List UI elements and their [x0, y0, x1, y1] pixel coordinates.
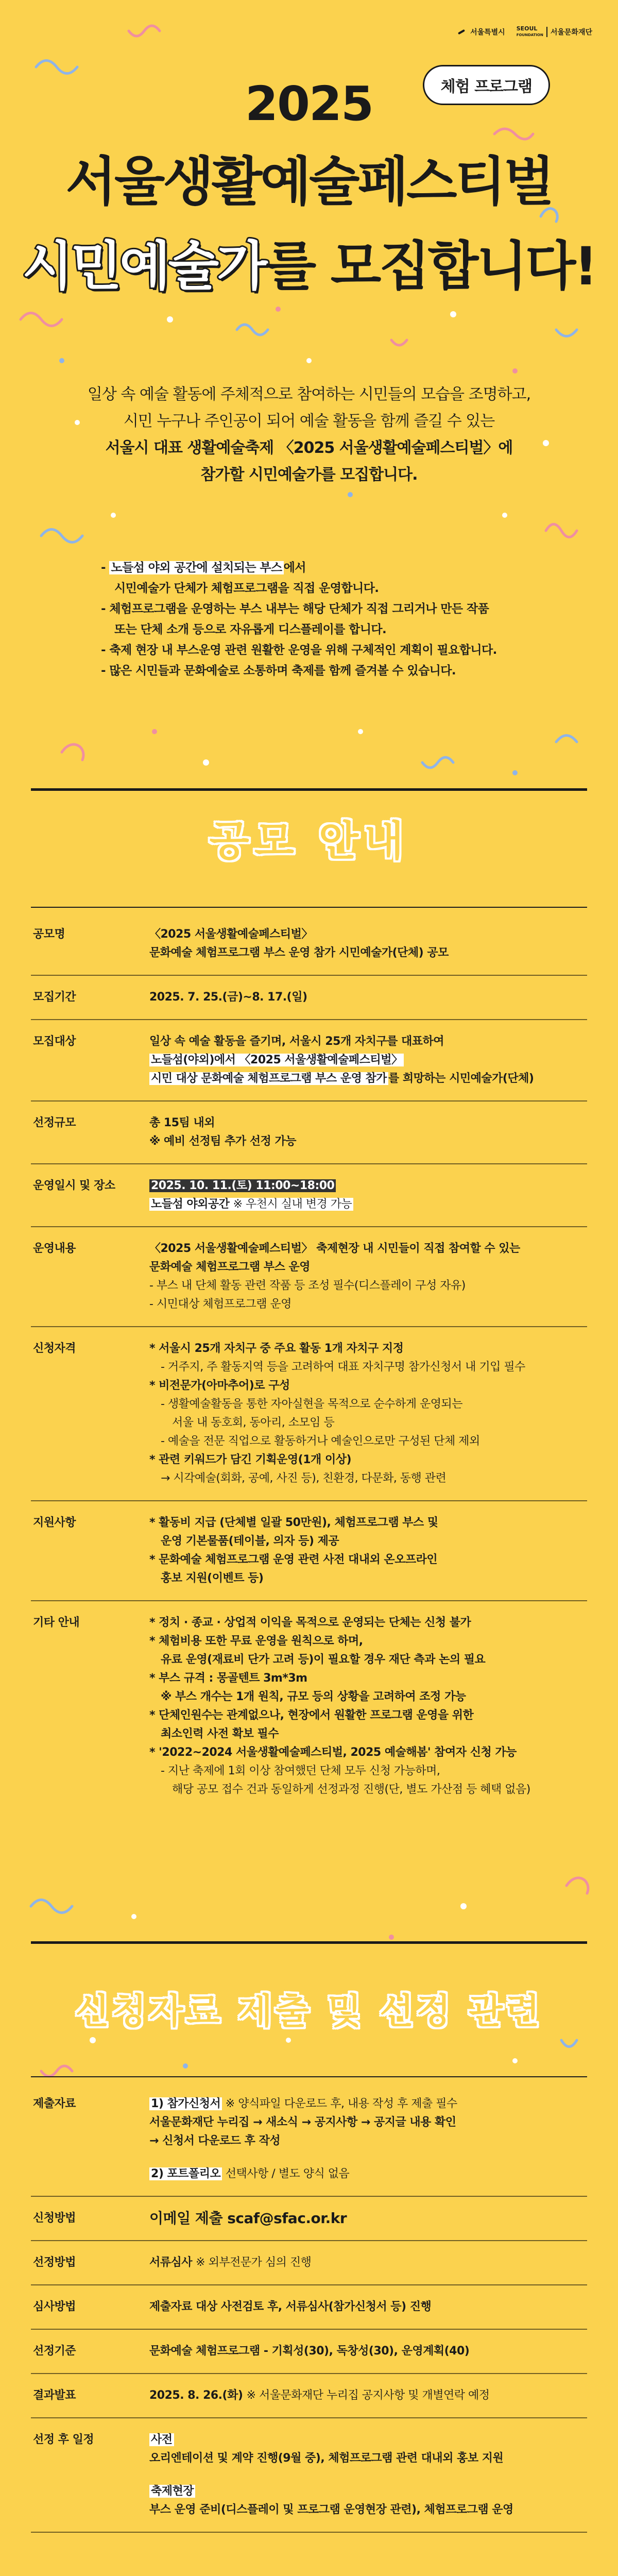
row-content: [149, 1614, 587, 1799]
seoul-logo-icon: [458, 28, 467, 36]
seoul-logo-text: 서울특별시: [470, 28, 505, 37]
row-text-rest: ※ 양식파일 다운로드 후, 내용 작성 후 제출 필수: [222, 2097, 457, 2110]
row-text: * 체험비용 또한 무료 운영을 원칙으로 하며,: [149, 1635, 363, 1648]
row-text: → 시각예술(회화, 공예, 사진 등), 친환경, 다문화, 동행 관련: [161, 1472, 447, 1485]
logo-separator: [546, 27, 547, 37]
row-text: ※ 부스 개수는 1개 원칙, 규모 등의 상황을 고려하여 조정 가능: [161, 1690, 466, 1703]
row-content: [149, 988, 587, 1007]
table-row: [31, 2285, 587, 2330]
confetti-squiggle: [62, 744, 83, 760]
row-content: [149, 1177, 587, 1214]
row-text: [149, 2386, 587, 2405]
row-text: - 지난 축제에 1회 이상 참여했던 단체 모두 신청 가능하며,: [161, 1765, 440, 1777]
row-content: [149, 2253, 587, 2272]
row-text-main: 서류심사: [149, 2256, 196, 2269]
table-row: [31, 2330, 587, 2374]
confetti-squiggle: [556, 736, 577, 742]
row-text: ※ 예비 선정팀 추가 선정 가능: [149, 1135, 296, 1148]
row-text: - 예술을 전문 직업으로 활동하거나 예술인으로만 구성된 단체 제외: [161, 1435, 480, 1448]
row-text: 문화예술 체험프로그램 부스 운영 참가 시민예술가(단체) 공모: [149, 946, 449, 959]
table-row: [31, 2082, 587, 2197]
row-text: 홍보 지원(이벤트 등): [161, 1572, 264, 1585]
section-title-submission: [0, 1984, 618, 2033]
confetti-squiggle: [36, 61, 77, 74]
intro-text: [0, 381, 618, 488]
confetti-squiggle: [129, 26, 160, 36]
row-label: 선정기준: [33, 2345, 76, 2358]
intro-line: 서울시 대표 생활예술축제 〈2025 서울생활예술페스티벌〉에: [105, 439, 513, 457]
table-row: [31, 2241, 587, 2285]
row-label: 공모명: [33, 928, 65, 941]
confetti-squiggle: [422, 757, 453, 768]
row-text: * 관련 키워드가 담긴 기획운영(1개 이상): [149, 1453, 351, 1466]
intro-line: 일상 속 예술 활동에 주체적으로 참여하는 시민들의 모습을 조명하고,: [87, 385, 531, 403]
note-item: 또는 단체 소개 등으로 자유롭게 디스플레이를 합니다.: [114, 623, 387, 636]
notes-list: [101, 557, 564, 681]
row-text: 유료 운영(재료비 단가 고려 등)이 필요할 경우 재단 측과 논의 필요: [161, 1653, 486, 1666]
row-label: 심사방법: [33, 2300, 76, 2313]
program-badge: 체험 프로그램: [423, 65, 550, 105]
note-item: - 축제 현장 내 부스운영 관련 원활한 운영을 위해 구체적인 계획이 필요합니다.: [101, 643, 497, 657]
row-text: 서울문화재단 누리집 → 새소식 → 공지사항 → 공지글 내용 확인: [149, 2116, 456, 2129]
section-divider: [31, 2076, 587, 2077]
row-gap: [149, 2468, 587, 2482]
row-text: - 생활예술활동을 통한 자아실현을 목적으로 순수하게 운영되는: [161, 1398, 462, 1411]
note-text: 많은 시민들과 문화예술로 소통하며 축제를 함께 즐겨볼 수 있습니다.: [109, 664, 456, 677]
note-item: - 노들섬 야외 공간에 설치되는 부스 에서: [101, 561, 306, 574]
row-text: 제출자료 대상 사전검토 후, 서류심사(참가신청서 등) 진행: [149, 2300, 432, 2313]
row-text: [149, 2095, 587, 2113]
row-highlight: 시민 대상 문화예술 체험프로그램 부스 운영 참가: [149, 1072, 388, 1085]
submit-email[interactable]: 이메일 제출 scaf@sfac.or.kr: [149, 2210, 347, 2227]
row-label: 모집대상: [33, 1035, 76, 1048]
row-text-note: ※ 서울문화재단 누리집 공지사항 및 개별연락 예정: [246, 2389, 490, 2402]
note-item: - 체험프로그램을 운영하는 부스 내부는 해당 단체가 직접 그리거나 만든 작품: [101, 602, 489, 616]
row-text: [149, 2482, 587, 2501]
row-highlight: 노들섬(야외)에서 〈2025 서울생활예술페스티벌〉: [149, 1054, 404, 1066]
row-text: 해당 공모 접수 건과 동일하게 선정과정 진행(단, 별도 가산점 등 혜택 없음): [172, 1783, 530, 1796]
row-text: 2025. 7. 25.(금)~8. 17.(일): [149, 991, 307, 1004]
hero-subtitle-rest: 를 모집합니다!: [265, 236, 596, 297]
confetti-squiggle: [391, 340, 407, 345]
row-text: * 정치 · 종교 · 상업적 이익을 목적으로 운영되는 단체는 신청 불가: [149, 1616, 471, 1629]
confetti-squiggle: [237, 325, 268, 335]
row-text: - 시민대상 체험프로그램 운영: [149, 1298, 291, 1311]
row-label: 선정방법: [33, 2256, 76, 2269]
row-label: 제출자료: [33, 2097, 76, 2110]
recruitment-table: [31, 913, 587, 1811]
confetti-squiggle: [41, 2066, 72, 2076]
row-highlight-text: 포트폴리오: [167, 2167, 221, 2180]
row-text: → 신청서 다운로드 후 작성: [149, 2134, 281, 2147]
row-text: 서울 내 동호회, 동아리, 소모임 등: [172, 1416, 335, 1429]
row-highlight-note: ※ 우천시 실내 변경 가능: [233, 1198, 352, 1211]
intro-line: 시민 누구나 주인공이 되어 예술 활동을 함께 즐길 수 있는: [123, 412, 495, 430]
row-text: * 단체인원수는 관계없으나, 현장에서 원활한 프로그램 운영을 위한: [149, 1709, 474, 1722]
row-highlight: 사전: [149, 2433, 174, 2446]
row-label: 모집기간: [33, 991, 76, 1004]
row-text: [149, 2431, 587, 2449]
row-content: [149, 2209, 587, 2228]
row-text: * 비전문가(아마추어)로 구성: [149, 1379, 290, 1392]
table-row: [31, 1227, 587, 1327]
row-text: 오리엔테이션 및 계약 진행(9월 중), 체험프로그램 관련 대내외 홍보 지원: [149, 2452, 504, 2465]
row-text: [149, 1195, 587, 1214]
table-row: [31, 1164, 587, 1227]
row-text: 부스 운영 준비(디스플레이 및 프로그램 운영현장 관련), 체험프로그램 운영: [149, 2503, 513, 2516]
submission-table: [31, 2082, 587, 2533]
row-text: 〈2025 서울생활예술페스티벌〉: [149, 928, 313, 941]
confetti-squiggle: [31, 1900, 72, 1913]
table-row: [31, 2197, 587, 2241]
note-text: 에서: [283, 561, 306, 574]
row-label: 운영일시 및 장소: [33, 1179, 115, 1192]
row-text: [149, 2253, 587, 2272]
note-text: 축제 현장 내 부스운영 관련 원활한 운영을 위해 구체적인 계획이 필요합니다.: [109, 643, 497, 657]
row-label: 결과발표: [33, 2389, 76, 2402]
row-content: [149, 2342, 587, 2361]
row-label: 기타 안내: [33, 1616, 80, 1629]
confetti-squiggle: [546, 524, 577, 537]
section-title-text: 공모 안내: [209, 817, 409, 865]
table-row: [31, 1101, 587, 1164]
confetti-squiggle: [41, 530, 82, 543]
row-text: [149, 1177, 587, 1195]
note-highlight: 노들섬 야외 공간에 설치되는 부스: [109, 561, 283, 574]
row-label: 신청자격: [33, 1342, 76, 1355]
row-content: [149, 1514, 587, 1588]
row-highlight-text: 참가신청서: [167, 2097, 221, 2110]
row-content: [149, 1032, 587, 1088]
row-text: 최소인력 사전 확보 필수: [161, 1727, 279, 1740]
table-row: [31, 2418, 587, 2533]
note-item: 시민예술가 단체가 체험프로그램을 직접 운영합니다.: [114, 582, 379, 595]
item-number: 1: [151, 2097, 159, 2110]
hero-title: 서울생활예술페스티벌: [65, 151, 553, 213]
table-row: [31, 1601, 587, 1811]
row-text: * 문화예술 체험프로그램 운영 관련 사전 대내외 온오프라인: [149, 1553, 438, 1566]
row-text: 〈2025 서울생활예술페스티벌〉 축제현장 내 시민들이 직접 참여할 수 있는: [149, 1242, 520, 1255]
row-text-rest: 를 희망하는 시민예술가(단체): [388, 1072, 534, 1085]
row-text: [149, 2165, 587, 2183]
section-divider: [31, 907, 587, 908]
confetti-squiggle: [561, 2040, 577, 2047]
table-row: [31, 976, 587, 1020]
row-text: 일상 속 예술 활동을 즐기며, 서울시 25개 자치구를 대표하여: [149, 1035, 444, 1048]
row-text: * 서울시 25개 자치구 중 주요 활동 1개 자치구 지정: [149, 1342, 404, 1355]
row-text-rest: 선택사항 / 별도 양식 없음: [222, 2167, 350, 2180]
row-text: * 활동비 지급 (단체별 일괄 50만원), 체험프로그램 부스 및: [149, 1516, 438, 1529]
header-logos: [458, 26, 592, 38]
hero-subtitle: [0, 225, 618, 300]
row-text: [149, 1070, 587, 1088]
row-label: 선정규모: [33, 1116, 76, 1129]
confetti-squiggle: [556, 330, 577, 336]
section-title-recruitment: [0, 808, 618, 867]
table-row: [31, 913, 587, 976]
hero-subtitle-highlight: 시민예술가: [22, 236, 266, 297]
row-dark-highlight: 2025. 10. 11.(토) 11:00~18:00: [149, 1179, 336, 1192]
row-label: 운영내용: [33, 1242, 76, 1255]
row-highlight: 2) 포트폴리오: [149, 2167, 222, 2180]
row-text: - 부스 내 단체 활동 관련 작품 등 조성 필수(디스플레이 구성 자유): [149, 1279, 466, 1292]
row-content: [149, 1114, 587, 1151]
intro-line: 참가할 시민예술가를 모집합니다.: [200, 466, 418, 484]
row-content: [149, 1340, 587, 1488]
note-text: 체험프로그램을 운영하는 부스 내부는 해당 단체가 직접 그리거나 만든 작품: [109, 602, 489, 616]
table-row: [31, 2374, 587, 2418]
row-content: [149, 2431, 587, 2519]
sfac-logo: [517, 26, 592, 38]
seoul-logo: [458, 27, 505, 37]
row-highlight: 1) 참가신청서: [149, 2097, 222, 2110]
table-row: [31, 1501, 587, 1601]
row-text-main: 2025. 8. 26.(화): [149, 2389, 247, 2402]
row-text: 총 15팀 내외: [149, 1116, 215, 1129]
row-text: 문화예술 체험프로그램 부스 운영: [149, 1261, 311, 1274]
note-item: - 많은 시민들과 문화예술로 소통하며 축제를 함께 즐겨볼 수 있습니다.: [101, 664, 456, 677]
row-highlight-text: 노들섬 야외공간: [151, 1198, 233, 1211]
row-text: * 부스 규격 : 몽골텐트 3m*3m: [149, 1672, 307, 1685]
table-row: [31, 1020, 587, 1101]
row-content: [149, 2095, 587, 2183]
item-number: 2: [151, 2167, 159, 2180]
row-highlight: 축제현장: [149, 2485, 195, 2498]
row-text: [149, 1051, 587, 1070]
row-highlight: [149, 1198, 353, 1211]
row-text: 문화예술 체험프로그램 - 기획성(30), 독창성(30), 운영계획(40): [149, 2345, 470, 2358]
row-content: [149, 2386, 587, 2405]
row-text-note: ※ 외부전문가 심의 진행: [196, 2256, 312, 2269]
row-content: [149, 1240, 587, 1314]
table-row: [31, 1327, 587, 1501]
row-text: - 거주지, 주 활동지역 등을 고려하여 대표 자치구명 참가신청서 내 기입 필수: [161, 1361, 525, 1374]
sfac-logo-text: 서울문화재단: [550, 28, 592, 37]
section-divider: [31, 788, 587, 791]
row-content: [149, 2298, 587, 2316]
row-gap: [149, 2150, 587, 2165]
confetti-squiggle: [21, 313, 62, 326]
row-text: 운영 기본물품(테이블, 의자 등) 제공: [161, 1535, 339, 1548]
row-label: 지원사항: [33, 1516, 76, 1529]
row-label: 선정 후 일정: [33, 2433, 94, 2446]
sfac-logo-mark-bottom: FOUNDATION: [516, 33, 543, 37]
row-content: [149, 925, 587, 962]
section-divider: [31, 1941, 587, 1944]
confetti-squiggle: [566, 1878, 588, 1893]
row-text: * '2022~2024 서울생활예술페스티벌, 2025 예술해봄' 참여자 신청 가능: [149, 1746, 517, 1759]
hero-year: 2025: [245, 76, 373, 131]
sfac-logo-mark-top: SEOUL: [516, 25, 538, 32]
row-label: 신청방법: [33, 2212, 76, 2225]
sfac-logo-mark: [517, 26, 543, 38]
section-title-text: 신청자료 제출 및 선정 관련: [75, 1991, 543, 2032]
